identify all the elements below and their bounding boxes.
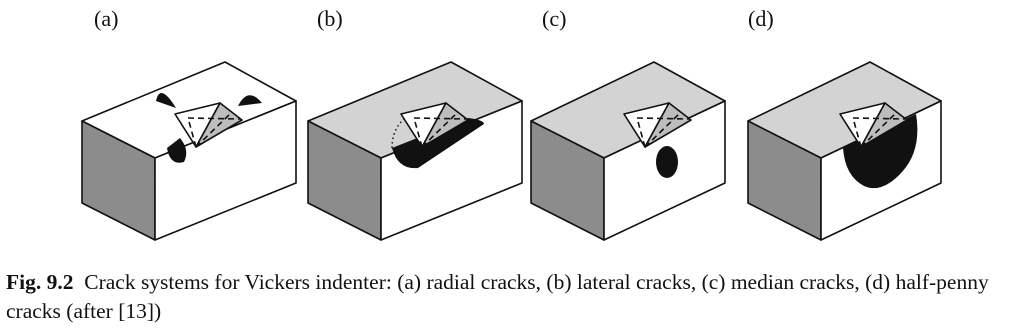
panel-a-block [82, 62, 296, 240]
panel-c-median-crack [656, 146, 678, 178]
panel-b-block [308, 62, 522, 240]
figure-number: Fig. 9.2 [6, 270, 74, 294]
caption-text: Crack systems for Vickers indenter: (a) radial cracks, (b) lateral cracks, (c) median cracks, (d) half-penny cracks (after [13]) [6, 270, 989, 323]
panel-label-a: (a) [94, 6, 119, 31]
panel-d-block [748, 62, 941, 240]
figure-caption [6, 268, 1020, 326]
panel-label-d: (d) [748, 6, 774, 31]
panel-label-b: (b) [317, 6, 343, 31]
panel-c-block [531, 62, 725, 240]
panel-label-c: (c) [542, 6, 567, 31]
